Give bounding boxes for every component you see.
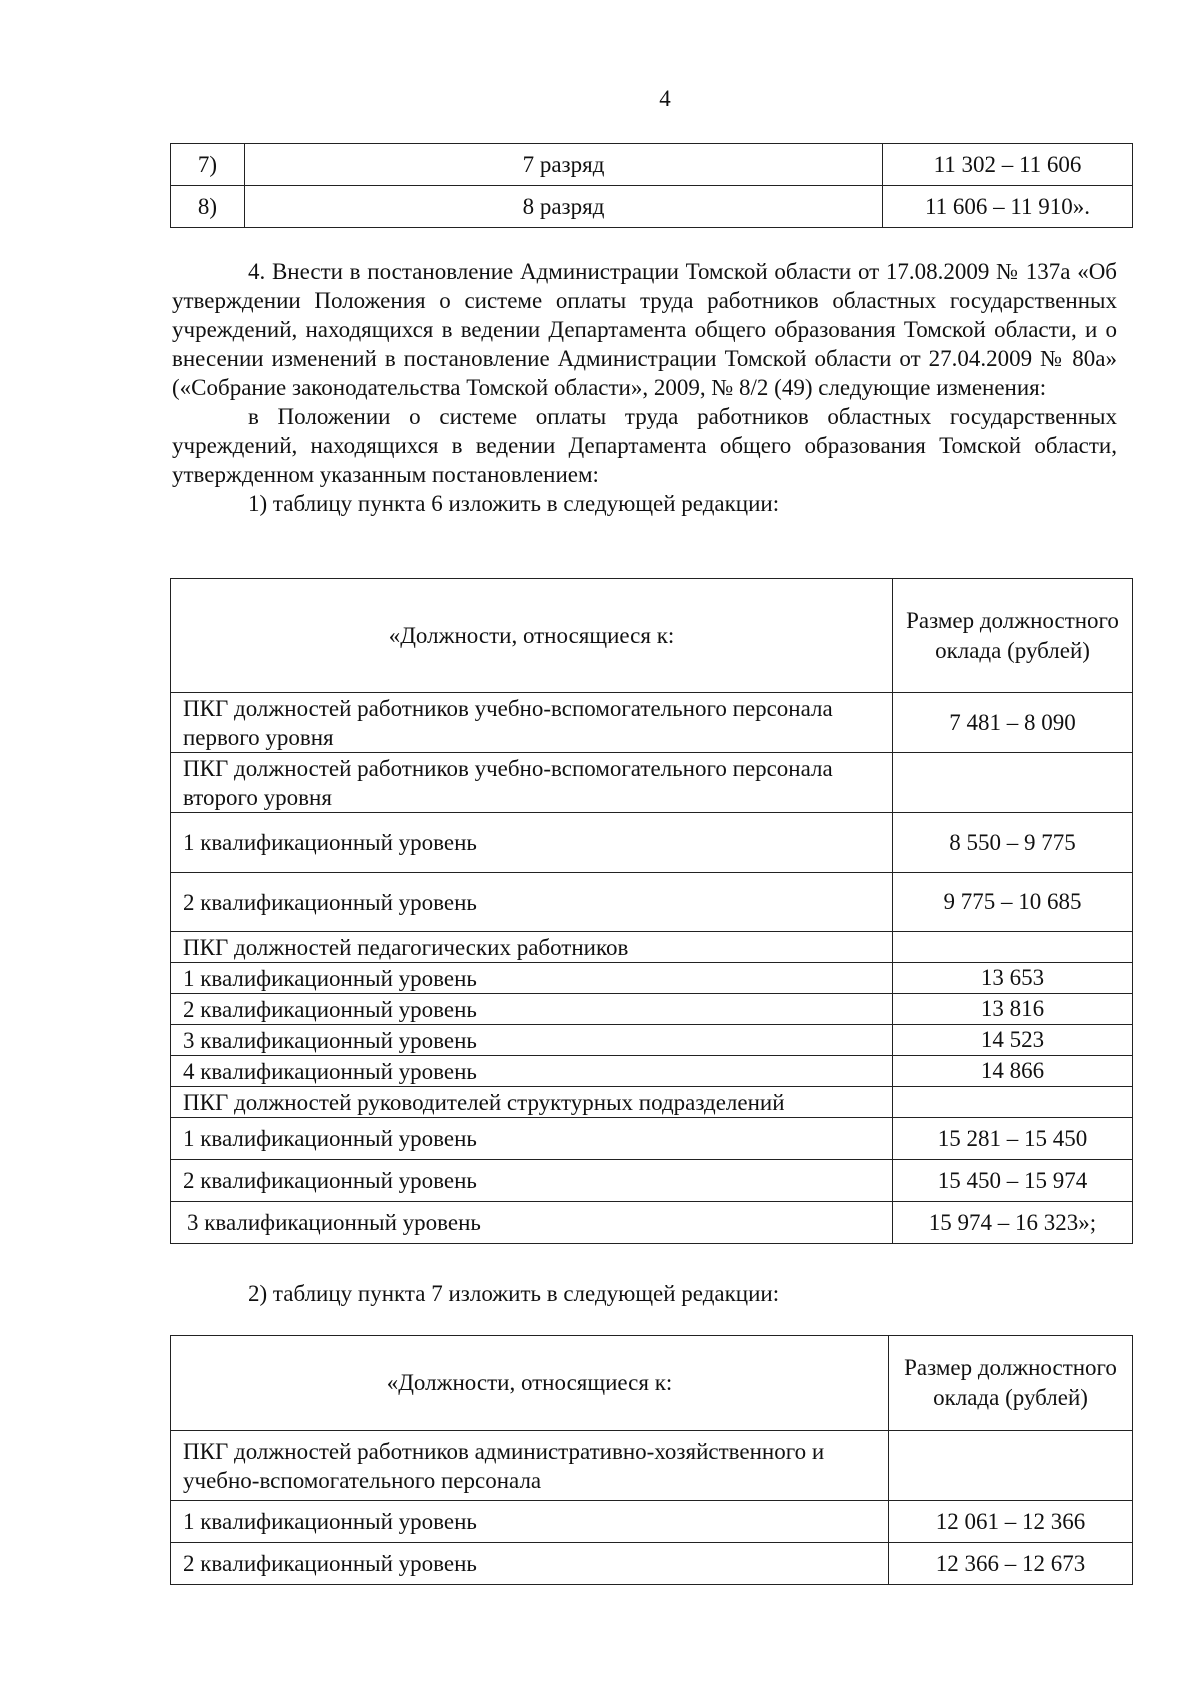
row-value: 9 775 – 10 685	[893, 873, 1133, 932]
row-value: 12 366 – 12 673	[889, 1543, 1133, 1585]
row-label: ПКГ должностей педагогических работников	[171, 932, 893, 963]
rank-table	[170, 143, 1133, 228]
row-value: 13 653	[893, 963, 1133, 994]
table-row	[171, 994, 1133, 1025]
table-header-row	[171, 579, 1133, 693]
row-label: 2 квалификационный уровень	[171, 873, 893, 932]
table-row	[171, 1160, 1133, 1202]
rank-range: 11 606 – 11 910».	[883, 186, 1133, 228]
row-value: 7 481 – 8 090	[893, 693, 1133, 753]
row-value: 14 866	[893, 1056, 1133, 1087]
rank-number: 8)	[171, 186, 245, 228]
row-value: 15 450 – 15 974	[893, 1160, 1133, 1202]
paragraph: в Положении о системе оплаты труда работников областных государственных учреждений, находящихся в ведении Департамента общего образования Томской области, утвержденном указанным постановлением:	[172, 404, 1117, 487]
table-row	[171, 693, 1133, 753]
row-value	[893, 932, 1133, 963]
row-label: ПКГ должностей работников учебно-вспомогательного персонала первого уровня	[171, 693, 893, 753]
table-row	[171, 1431, 1133, 1501]
table-row	[171, 1025, 1133, 1056]
row-label: 2 квалификационный уровень	[171, 1160, 893, 1202]
row-label: 1 квалификационный уровень	[171, 813, 893, 873]
table-row	[171, 1501, 1133, 1543]
table-row	[171, 932, 1133, 963]
table7-intro-text	[172, 1279, 1117, 1308]
row-value	[893, 753, 1133, 813]
row-value: 12 061 – 12 366	[889, 1501, 1133, 1543]
table-row	[171, 1118, 1133, 1160]
amendment-text	[172, 257, 1117, 518]
table-row	[171, 753, 1133, 813]
table-row	[171, 1056, 1133, 1087]
row-value	[893, 1087, 1133, 1118]
table-row	[171, 963, 1133, 994]
row-label: 2 квалификационный уровень	[171, 1543, 889, 1585]
row-label: 3 квалификационный уровень	[171, 1202, 893, 1244]
rank-number: 7)	[171, 144, 245, 186]
table-row	[171, 873, 1133, 932]
row-value	[889, 1431, 1133, 1501]
row-label: ПКГ должностей работников учебно-вспомогательного персонала второго уровня	[171, 753, 893, 813]
row-label: 1 квалификационный уровень	[171, 1118, 893, 1160]
table-row	[171, 1202, 1133, 1244]
row-label: ПКГ должностей работников административно-хозяйственного и учебно-вспомогательного персонала	[171, 1431, 889, 1501]
table-row	[171, 813, 1133, 873]
row-value: 15 281 – 15 450	[893, 1118, 1133, 1160]
table-row	[171, 1087, 1133, 1118]
header-salary: Размер должностного оклада (рублей)	[889, 1336, 1133, 1431]
table-row	[171, 1543, 1133, 1585]
table-row	[171, 186, 1133, 228]
row-label: 2 квалификационный уровень	[171, 994, 893, 1025]
paragraph: 1) таблицу пункта 6 изложить в следующей редакции:	[248, 491, 780, 516]
row-label: 1 квалификационный уровень	[171, 1501, 889, 1543]
salary-table-item-7	[170, 1335, 1133, 1585]
header-positions: «Должности, относящиеся к:	[171, 579, 893, 693]
rank-name: 7 разряд	[245, 144, 883, 186]
row-value: 13 816	[893, 994, 1133, 1025]
paragraph: 2) таблицу пункта 7 изложить в следующей редакции:	[248, 1281, 780, 1306]
row-label: 1 квалификационный уровень	[171, 963, 893, 994]
paragraph: 4. Внести в постановление Администрации Томской области от 17.08.2009 № 137а «Об утверждении Положения о системе оплаты труда работников областных государственных учреждений, находящихся в ведении Департамента общего образования Томской области, и о внесении изменений в постановление Администрации Томской области от 27.04.2009 № 80а» («Собрание законодательства Томской области», 2009, № 8/2 (49) следующие изменения:	[172, 259, 1117, 400]
row-label: ПКГ должностей руководителей структурных подразделений	[171, 1087, 893, 1118]
row-value: 14 523	[893, 1025, 1133, 1056]
row-value: 8 550 – 9 775	[893, 813, 1133, 873]
salary-table-item-6	[170, 578, 1133, 1244]
page-number: 4	[659, 86, 671, 111]
row-label: 4 квалификационный уровень	[171, 1056, 893, 1087]
header-salary: Размер должностного оклада (рублей)	[893, 579, 1133, 693]
table-row	[171, 144, 1133, 186]
table-header-row	[171, 1336, 1133, 1431]
row-value: 15 974 – 16 323»;	[893, 1202, 1133, 1244]
rank-range: 11 302 – 11 606	[883, 144, 1133, 186]
row-label: 3 квалификационный уровень	[171, 1025, 893, 1056]
header-positions: «Должности, относящиеся к:	[171, 1336, 889, 1431]
rank-name: 8 разряд	[245, 186, 883, 228]
